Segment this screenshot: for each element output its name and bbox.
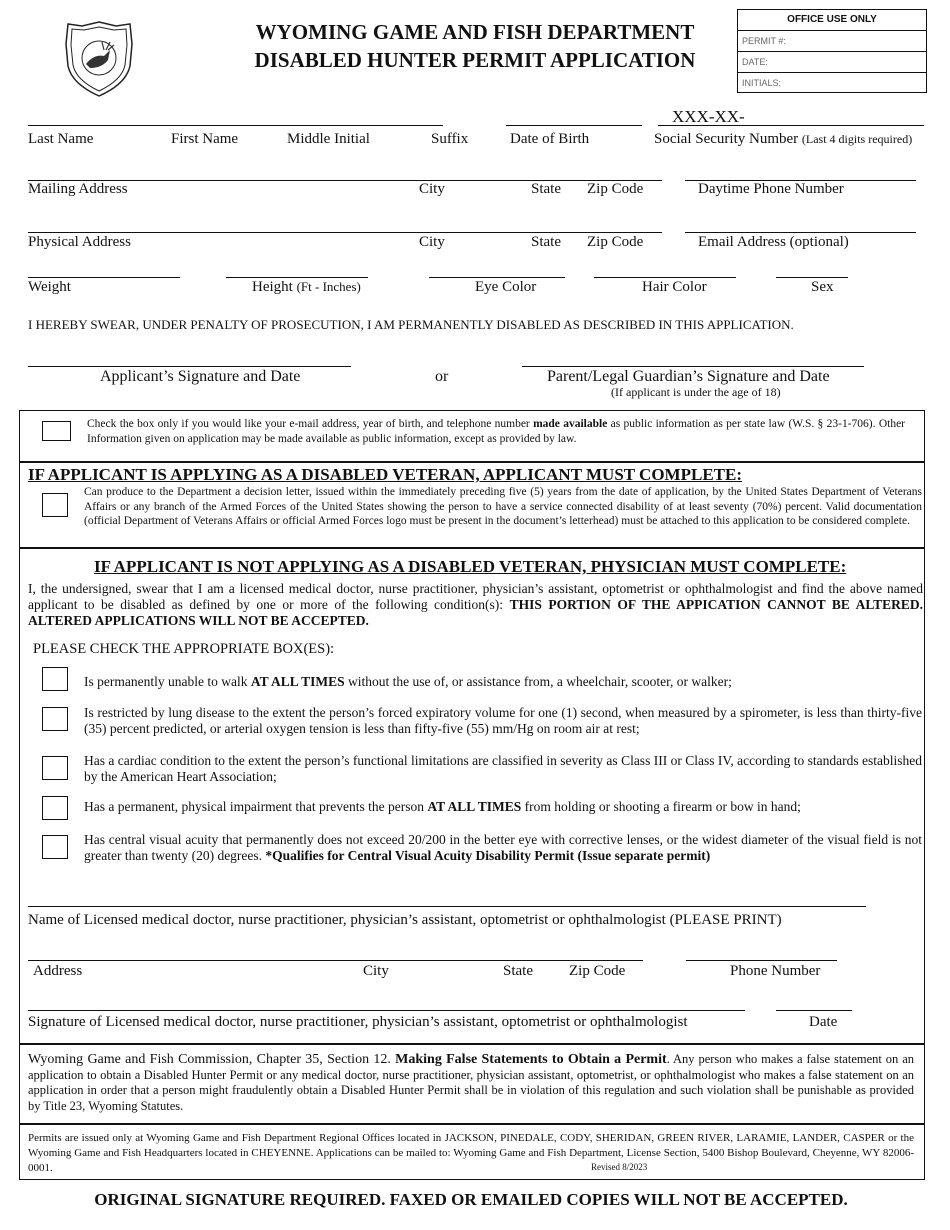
hair-color-line[interactable] [594, 277, 736, 278]
office-use-box [737, 9, 927, 93]
condition-cardiac-text: Has a cardiac condition to the extent the person’s functional limitations are classified in severity as Class III or Class IV, according to standards established by the American Heart Association; [84, 753, 922, 784]
last-name-label: Last Name [28, 131, 94, 147]
physical-city-label: City [419, 234, 445, 250]
condition-firearm-text-a: Has a permanent, physical impairment that prevents the person [84, 799, 428, 814]
middle-initial-label: Middle Initial [287, 131, 370, 147]
condition-walk-text-c: without the use of, or assistance from, a wheelchair, scooter, or walker; [344, 674, 732, 689]
form-title [180, 18, 770, 74]
public-info-text-a: Check the box only if you would like your e-mail address, year of birth, and telephone number [87, 418, 534, 430]
guardian-age-note: (If applicant is under the age of 18) [611, 385, 781, 399]
commission-text [28, 1052, 914, 1114]
dob-label: Date of Birth [510, 131, 590, 147]
sex-line[interactable] [776, 277, 848, 278]
physical-zip-label: Zip Code [587, 234, 644, 250]
ssn-prefix: XXX-XX- [672, 107, 745, 126]
veteran-text: Can produce to the Department a decision letter, issued within the immediately preceding five (5) years from the date of application, by the United States Department of Veterans Affairs or any branch of the Armed Forces of the United States showing the person to have a service connected disability of at least seventy (70%) percent. Valid documentation (official Department of Veterans Affairs or official Armed Forces logo must be present in the document’s letterhead) must be attached to this application to be considered complete. [84, 486, 922, 527]
suffix-label: Suffix [431, 131, 469, 147]
physician-signature-label: Signature of Licensed medical doctor, nurse practitioner, physician’s assistant, optometrist or ophthalmologist [28, 1014, 688, 1030]
guardian-signature-line[interactable] [522, 366, 864, 367]
veteran-heading: IF APPLICANT IS APPLYING AS A DISABLED VETERAN, APPLICANT MUST COMPLETE: [28, 465, 742, 484]
condition-walk-text [84, 674, 922, 690]
physician-address-line[interactable] [28, 960, 643, 961]
offices-section [19, 1124, 925, 1180]
condition-visual-checkbox[interactable] [42, 835, 68, 859]
weight-label: Weight [28, 279, 71, 295]
commission-section [19, 1044, 925, 1124]
public-info-text [87, 417, 905, 447]
height-label-text: Height [252, 279, 293, 295]
physician-name-line[interactable] [28, 906, 866, 907]
condition-walk-text-bold: AT ALL TIMES [250, 674, 345, 689]
condition-visual-text-bold: *Qualifies for Central Visual Acuity Disability Permit (Issue separate permit) [265, 848, 711, 863]
mailing-address-label: Mailing Address [28, 181, 128, 197]
physician-state-label: State [503, 963, 533, 979]
condition-walk-text-a: Is permanently unable to walk [84, 674, 251, 689]
weight-line[interactable] [28, 277, 180, 278]
agency-seal [64, 20, 134, 98]
check-prompt: PLEASE CHECK THE APPROPRIATE BOX(ES): [33, 641, 335, 657]
mailing-zip-label: Zip Code [587, 181, 644, 197]
or-label: or [435, 368, 449, 385]
physician-intro-bold: THIS PORTION OF THE APPICATION CANNOT BE ALTERED. ALTERED APPLICATIONS WILL NOT BE ACCEPTED. [28, 597, 924, 628]
physician-address-label: Address [33, 963, 83, 979]
applicant-signature-label: Applicant’s Signature and Date [100, 368, 301, 385]
physician-phone-label: Phone Number [730, 963, 821, 979]
height-line[interactable] [226, 277, 368, 278]
offices-text: Permits are issued only at Wyoming Game and Fish Department Regional Offices located in JACKSON, PINEDALE, CODY, SHERIDAN, GREEN RIVER, LARAMIE, LANDER, CASPER or the Wyoming Game and Fish Headquarters located in CHEYENNE. Applications can be mailed to: Wyoming Game and Fish Department, License Section, 5400 Bishop Boulevard, Cheyenne, WY 82006-0001. [28, 1132, 914, 1174]
applicant-signature-line[interactable] [28, 366, 351, 367]
daytime-phone-label: Daytime Phone Number [698, 181, 844, 197]
name-line[interactable] [28, 125, 443, 126]
ssn-note: (Last 4 digits required) [801, 132, 913, 146]
physician-zip-label: Zip Code [569, 963, 626, 979]
physician-heading: IF APPLICANT IS NOT APPLYING AS A DISABLED VETERAN, PHYSICIAN MUST COMPLETE: [94, 557, 847, 576]
physical-address-label: Physical Address [28, 234, 131, 250]
office-use-heading: OFFICE USE ONLY [738, 10, 926, 31]
commission-ref: Wyoming Game and Fish Commission, Chapter 35, Section 12. [28, 1052, 396, 1067]
dob-line[interactable] [506, 125, 642, 126]
oath-statement: I HEREBY SWEAR, UNDER PENALTY OF PROSECUTION, I AM PERMANENTLY DISABLED AS DESCRIBED IN THIS APPLICATION. [28, 317, 794, 332]
physical-address-line[interactable] [28, 232, 662, 233]
public-info-text-b: as public information as per state law (W.S. § 23-1-706). Other Information given on application may be made available as public information, except as provided by law. [87, 418, 905, 445]
email-line[interactable] [685, 232, 916, 233]
physician-date-line[interactable] [776, 1010, 852, 1011]
veteran-section [19, 462, 925, 548]
sex-label: Sex [811, 279, 834, 295]
condition-lung-checkbox[interactable] [42, 707, 68, 731]
email-label: Email Address (optional) [698, 234, 849, 250]
veteran-checkbox[interactable] [42, 493, 68, 517]
physician-date-label: Date [809, 1014, 838, 1030]
physician-city-label: City [363, 963, 389, 979]
height-label [252, 279, 361, 296]
office-initials-field[interactable]: INITIALS: [742, 78, 782, 88]
condition-cardiac-checkbox[interactable] [42, 756, 68, 780]
public-info-section [19, 410, 925, 462]
office-date-field[interactable]: DATE: [738, 52, 926, 73]
commission-bold: Making False Statements to Obtain a Permit [395, 1052, 667, 1067]
physical-state-label: State [531, 234, 561, 250]
commission-body: . Any person who makes a false statement on an application to obtain a Disabled Hunter Permit or any medical doctor, nurse practitioner, physician assistant, optometrist, or ophthalmologist who makes a false statement on an application in order that a person might fraudulently obtain a Disabled Hunter Permit shall be in violation of this regulation and such violation shall be punishable as provided by Title 23, Wyoming Statutes. [28, 1052, 914, 1113]
condition-walk-checkbox[interactable] [42, 667, 68, 691]
eye-color-label: Eye Color [475, 279, 537, 295]
ssn-label-text: Social Security Number [654, 131, 799, 147]
office-permit-field[interactable]: PERMIT #: [738, 31, 926, 52]
condition-visual-text-a: Has central visual acuity that permanently does not exceed 20/200 in the better eye with corrective lenses, or the widest diameter of the visual field is not greater than twenty (20) degrees. [84, 832, 922, 863]
title-line-2: DISABLED HUNTER PERMIT APPLICATION [254, 48, 696, 72]
physician-intro-text: I, the undersigned, swear that I am a licensed medical doctor, nurse practitioner, physician’s assistant, optometrist or ophthalmologist and find the above named applicant to be disabled as defined by one or more of the following condition(s): [28, 581, 923, 612]
hair-color-label: Hair Color [642, 279, 707, 295]
revised-date: Revised 8/2023 [591, 1162, 648, 1172]
height-note: (Ft - Inches) [296, 279, 361, 294]
physician-signature-line[interactable] [28, 1010, 745, 1011]
condition-firearm-text-c: from holding or shooting a firearm or bow in hand; [521, 799, 801, 814]
condition-firearm-checkbox[interactable] [42, 796, 68, 820]
public-info-text-bold: made available [533, 418, 608, 430]
condition-firearm-text [84, 799, 922, 815]
condition-visual-text [84, 832, 922, 864]
eye-color-line[interactable] [429, 277, 565, 278]
title-line-1: WYOMING GAME AND FISH DEPARTMENT [255, 20, 695, 44]
guardian-signature-label: Parent/Legal Guardian’s Signature and Date [547, 368, 830, 385]
condition-lung-text: Is restricted by lung disease to the extent the person’s forced expiratory volume for one (1) second, when measured by a spirometer, is less than thirty-five (35) percent predicted, or arterial oxygen tension is less than fifty-five (55) mm/Hg on room air at rest; [84, 705, 922, 736]
condition-firearm-text-bold: AT ALL TIMES [427, 799, 522, 814]
physician-intro [28, 581, 923, 629]
footer-warning: ORIGINAL SIGNATURE REQUIRED. FAXED OR EMAILED COPIES WILL NOT BE ACCEPTED. [94, 1190, 848, 1209]
first-name-label: First Name [171, 131, 239, 147]
public-info-checkbox[interactable] [42, 421, 71, 441]
physician-phone-line[interactable] [686, 960, 837, 961]
ssn-label [654, 131, 912, 148]
mailing-city-label: City [419, 181, 445, 197]
physician-section [19, 548, 925, 1044]
physician-name-label: Name of Licensed medical doctor, nurse practitioner, physician’s assistant, optometrist or ophthalmologist (PLEASE PRINT) [28, 912, 782, 928]
mailing-state-label: State [531, 181, 561, 197]
